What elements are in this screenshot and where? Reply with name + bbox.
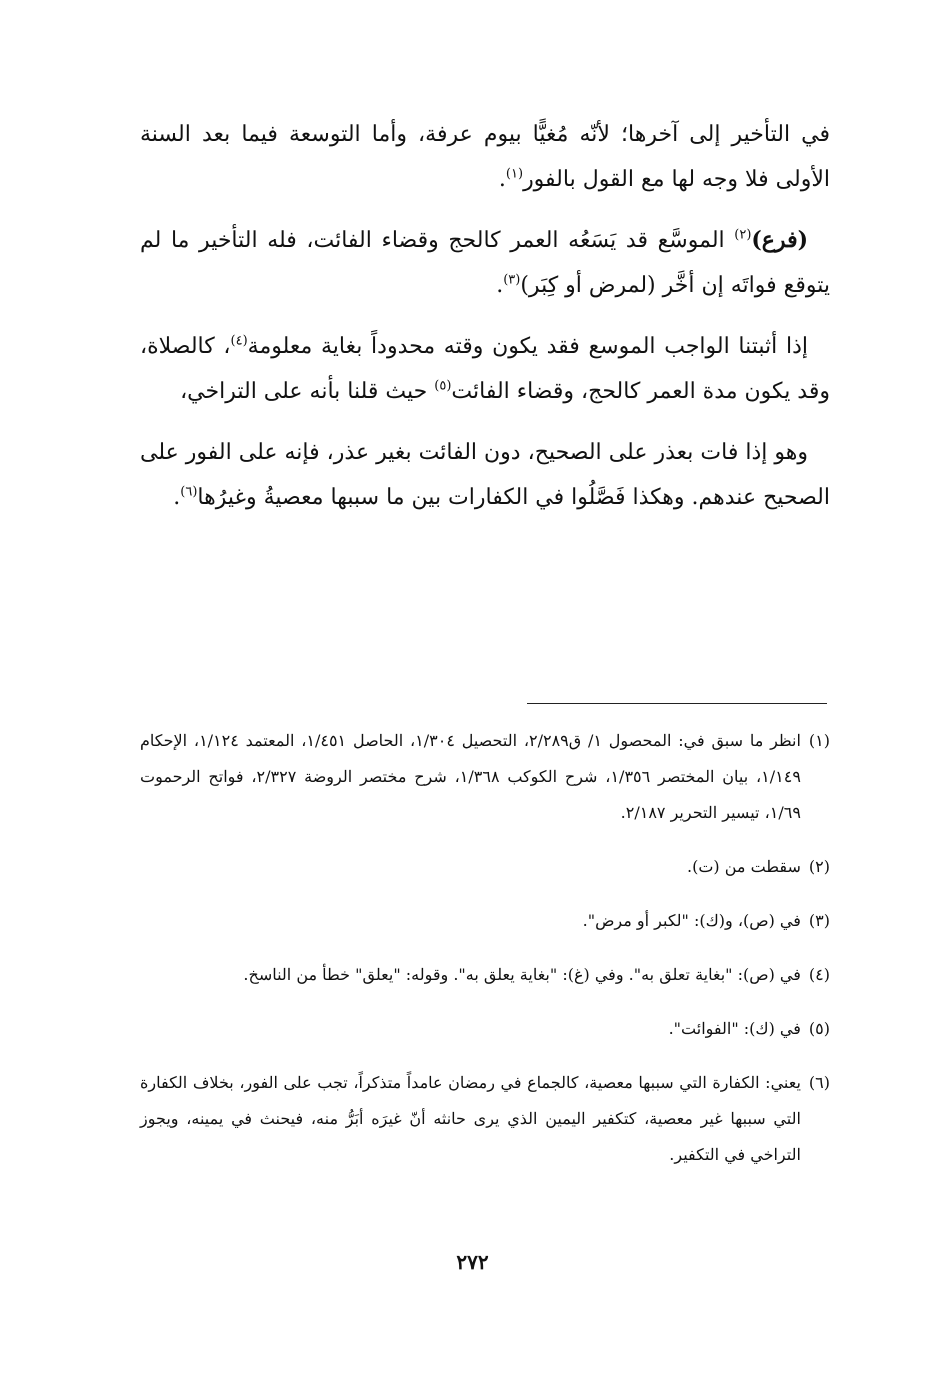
footnote-2 [140, 849, 830, 885]
footnote-number: (٣) [808, 911, 830, 930]
footnote-number: (٦) [808, 1073, 830, 1092]
footnote-separator [527, 703, 827, 704]
footnote-marker: (٦) [180, 484, 198, 500]
footnote-text: سقطت من (ت). [687, 857, 801, 876]
paragraph-3 [140, 324, 830, 414]
footnote-number: (٥) [808, 1019, 830, 1038]
footnote-text: في (ص)، و(ك): "لكبر أو مرض". [582, 911, 801, 930]
text-run: إذا أثبتنا الواجب الموسع فقد يكون وقته محدوداً بغاية معلومة [247, 334, 808, 359]
footnote-5 [140, 1011, 830, 1047]
footnote-number: (٤) [808, 965, 830, 984]
footnote-number: (١) [808, 731, 830, 750]
section-label: (فرع) [751, 227, 808, 253]
paragraph-1 [140, 112, 830, 202]
text-run: في التأخير إلى آخرها؛ لأنّه مُغيًّا بيوم عرفة، وأما التوسعة فيما بعد السنة الأولى فلا وجه لها مع القول بالفور [140, 122, 830, 192]
page-number: ٢٧٢ [456, 1250, 489, 1274]
paragraph-4 [140, 430, 830, 520]
footnote-1 [140, 723, 830, 831]
footnote-marker: (١) [505, 166, 524, 182]
footnote-text: انظر ما سبق في: المحصول ١/ ق٢/٢٨٩، التحصيل ١/٣٠٤، الحاصل ١/٤٥١، المعتمد ١/١٢٤، الإحكام ١/١٤٩، بيان المختصر ١/٣٥٦، شرح الكوكب ١/٣٦٨، شرح مختصر الروضة ٢/٣٢٧، فواتح الرحموت ١/٦٩، تيسير التحرير ٢/١٨٧. [140, 731, 801, 822]
text-run: وهو إذا فات بعذر على الصحيح، دون الفائت بغير عذر، فإنه على الفور على الصحيح عندهم. وهكذا فَصَّلُوا في الكفارات بين ما سببها معصيةُ وغيرُها [140, 440, 830, 510]
text-run: الموسَّع قد يَسَعُه العمر كالحج وقضاء الفائت، فله التأخير ما لم يتوقع فواتَه إن أخَّر (لمرض أو كِبَر) [140, 228, 830, 298]
footnote-6 [140, 1065, 830, 1173]
footnote-marker: (٣) [503, 272, 521, 288]
text-run: . [173, 485, 181, 510]
footnote-number: (٢) [808, 857, 830, 876]
text-run: حيث قلنا بأنه على التراخي، [180, 379, 435, 404]
main-text [140, 112, 830, 536]
footnote-marker: (٤) [230, 333, 248, 349]
footnote-marker: (٢) [734, 227, 752, 243]
footnote-4 [140, 957, 830, 993]
footnotes [140, 723, 830, 1191]
text-run: ، كالصلاة، وقد يكون مدة العمر كالحج، وقضاء الفائت [140, 334, 830, 404]
paragraph-2 [140, 218, 830, 308]
text-run: . [496, 273, 504, 298]
footnote-text: في (ك): "الفوائت". [668, 1019, 801, 1038]
footnote-3 [140, 903, 830, 939]
text-run: . [498, 167, 506, 192]
footnote-text: في (ص): "بغاية تعلق به". وفي (غ): "بغاية يعلق به". وقوله: "يعلق" خطأ من الناسخ. [243, 965, 801, 984]
footnote-text: يعني: الكفارة التي سببها معصية، كالجماع في رمضان عامداً متذكراً، تجب على الفور، بخلاف الكفارة التي سببها غير معصية، كتكفير اليمين الذي يرى حانثه أنّ غيرَه أبَرُّ منه، فيحنث في يمينه، ويجوز التراخي في التكفير. [140, 1073, 801, 1164]
footnote-marker: (٥) [434, 378, 452, 394]
